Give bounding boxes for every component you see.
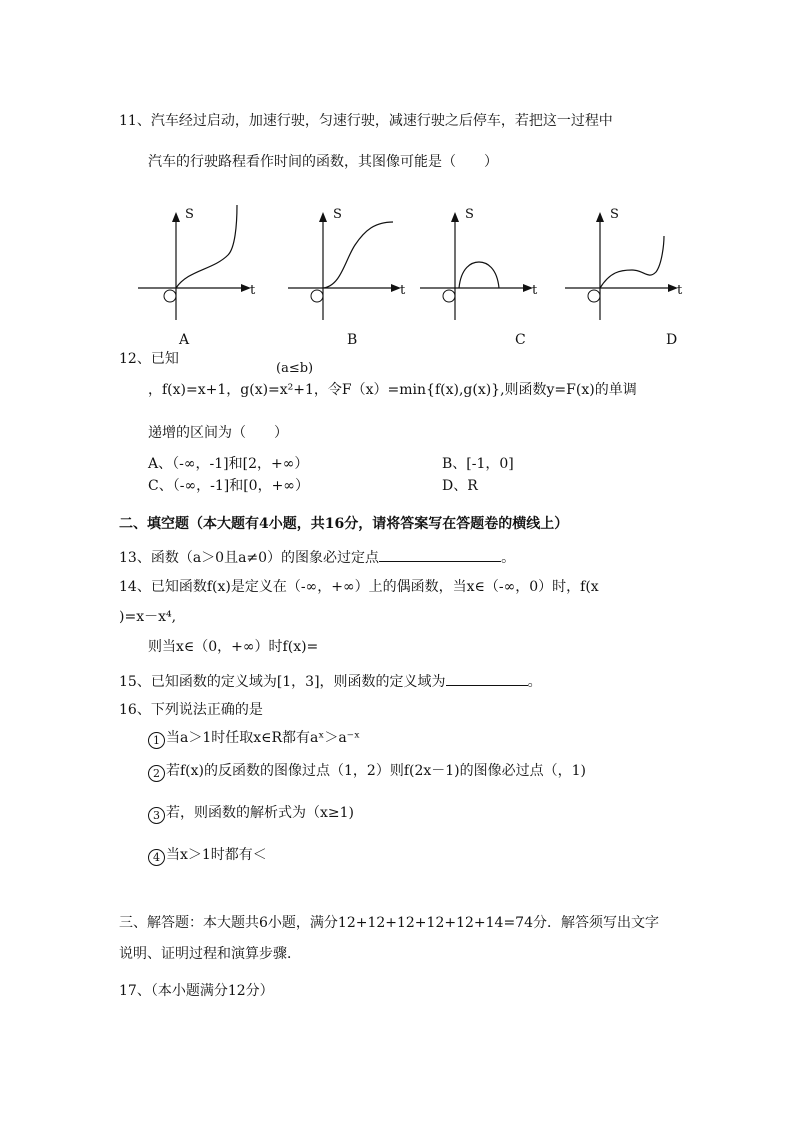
q14-line2: )=x－x⁴, — [119, 609, 177, 625]
q12-option-b: B、[-1，0] — [442, 456, 514, 472]
q16-title: 16、下列说法正确的是 — [119, 702, 263, 718]
graph-label-a: A — [179, 332, 190, 348]
graph-d — [560, 200, 690, 325]
q13-answer-blank — [379, 547, 501, 562]
q16-item-3 — [148, 806, 354, 824]
q16-item-4-text: 当x＞1时都有＜ — [166, 847, 267, 863]
q16-item-2-text: 若f(x)的反函数的图像过点（1，2）则f(2x－1)的图像必过点（，1) — [166, 763, 586, 779]
graph-c-y-label: S — [465, 207, 474, 222]
q11-line1: 11、汽车经过启动，加速行驶，匀速行驶，减速行驶之后停车，若把这一过程中 — [119, 113, 613, 129]
graph-b — [283, 200, 413, 325]
graph-a-y-label: S — [185, 207, 194, 222]
q15 — [119, 671, 542, 689]
q16-item-1 — [148, 731, 360, 749]
q12-number: 12、已知 — [119, 351, 179, 367]
q16-item-2 — [148, 764, 586, 782]
q16-item-4 — [148, 848, 267, 866]
graph-d-x-label: t — [677, 283, 683, 298]
q12-line2: ，f(x)=x+1，g(x)=x²+1，令F（x）=min{f(x),g(x)},则函数y=F(x)的单调 — [148, 382, 637, 398]
graph-label-d: D — [666, 332, 678, 348]
q12-overlay: (a≤b) — [276, 361, 314, 376]
q12-line3: 递增的区间为（ ） — [148, 425, 288, 441]
graph-b-y-label: S — [333, 207, 342, 222]
section2-title: 二、填空题（本大题有4小题，共16分，请将答案写在答题卷的横线上） — [119, 516, 569, 532]
graph-d-y-label: S — [610, 207, 619, 222]
section3-line1: 三、解答题：本大题共6小题，满分12+12+12+12+12+14=74分．解答须写出文字 — [119, 915, 659, 931]
q14-line3: 则当x∈（0，+∞）时f(x)= — [148, 639, 319, 655]
graph-label-b: B — [347, 332, 358, 348]
q15-answer-blank — [446, 671, 528, 686]
q13-text: 13、函数（a＞0且a≠0）的图象必过定点 — [119, 550, 380, 566]
q12-option-c: C、（-∞，-1]和[0，+∞） — [148, 478, 309, 494]
q16-item-1-text: 当a＞1时任取x∈R都有aˣ＞a⁻ˣ — [166, 730, 361, 746]
q12-option-a: A、（-∞，-1]和[2，+∞） — [148, 456, 309, 472]
graph-a — [133, 200, 263, 325]
graph-c-x-label: t — [532, 283, 538, 298]
q17: 17、（本小题满分12分） — [119, 983, 274, 999]
graph-a-x-label: t — [250, 283, 256, 298]
graph-c — [415, 200, 545, 325]
q15-text: 15、已知函数的定义域为[1，3]，则函数的定义域为 — [119, 674, 446, 690]
q16-item-3-text: 若，则函数的解析式为（x≥1) — [166, 805, 354, 821]
q13 — [119, 547, 515, 565]
q12-option-d: D、R — [442, 478, 478, 494]
circled-number-2: 2 — [148, 765, 165, 782]
circled-number-1: 1 — [148, 732, 165, 749]
q14-line1: 14、已知函数f(x)是定义在（-∞，+∞）上的偶函数，当x∈（-∞，0）时，f(x — [119, 579, 599, 595]
q11-line2: 汽车的行驶路程看作时间的函数，其图像可能是（ ） — [148, 154, 498, 170]
graph-b-x-label: t — [400, 283, 406, 298]
circled-number-4: 4 — [148, 849, 165, 866]
circled-number-3: 3 — [148, 807, 165, 824]
q13-tail: 。 — [501, 550, 516, 566]
section3-line2: 说明、证明过程和演算步骤． — [119, 946, 301, 962]
graph-label-c: C — [515, 332, 526, 348]
q15-tail: 。 — [527, 674, 542, 690]
